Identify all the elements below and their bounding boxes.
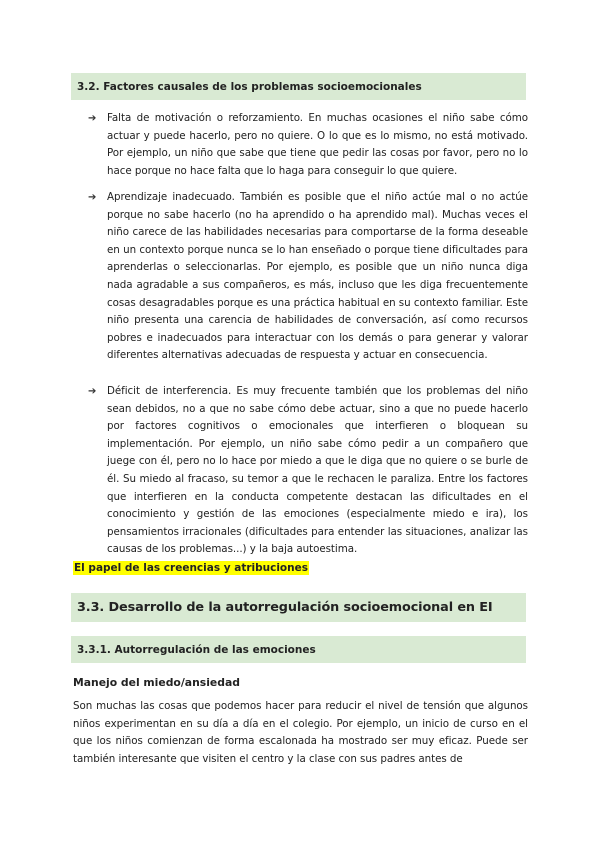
bullet-text: Déficit de interferencia. Es muy frecuente también que los problemas del niño sean debidos, no a que no sabe cómo debe actuar, sino a que no puede hacerlo por factores cognitivos o emocionales que interfieren o bloquean su implementación. Por ejemplo, un niño sabe cómo pedir a un compañero que juege con él, pero no lo hace por miedo a que le diga que no quiere o se burle de él. Su miedo al fracaso, su temor a que le rechacen le paraliza. Entre los factores que interfieren en la conducta competente destacan las dificultades en el conocimiento y gestión de las emociones (especialmente miedo e ira), los pensamientos irracionales (dificultades para entender las situaciones, analizar las causas de los problemas...) y la baja autoestima.	[107, 385, 528, 556]
body-paragraph: Son muchas las cosas que podemos hacer para reducir el nivel de tensión que algunos niños experimentan en su día a día en el colegio. Por ejemplo, un inicio de curso en el que los niños comienzan de forma escalonada ha mostrado ser muy eficaz. Puede ser también interesante que visiten el centro y la clase con sus padres antes de	[73, 700, 528, 765]
section-heading-3-3-text: 3.3. Desarrollo de la autorregulación socioemocional en EI	[77, 600, 493, 615]
section-heading-3-2-text: 3.2. Factores causales de los problemas socioemocionales	[77, 80, 422, 93]
arrow-bullet-icon: ➔	[88, 192, 97, 203]
bullet-text: Falta de motivación o reforzamiento. En muchas ocasiones el niño sabe cómo actuar y puede hacerlo, pero no quiere. O lo que es lo mismo, no está motivado. Por ejemplo, un niño que sabe que tiene que pedir las cosas por favor, pero no lo hace porque no hace falta que lo haga para conseguir lo que quiere.	[107, 112, 528, 177]
arrow-bullet-icon: ➔	[88, 386, 97, 397]
arrow-bullet-icon: ➔	[88, 113, 97, 124]
bullet-item-learning	[88, 189, 528, 365]
section-heading-3-2	[71, 73, 526, 100]
bullet-item-motivation	[88, 110, 528, 180]
subheading-fear-anxiety: Manejo del miedo/ansiedad	[73, 676, 240, 689]
highlighted-note: El papel de las creencias y atribuciones	[74, 562, 308, 574]
bullet-item-interference	[88, 383, 528, 559]
bullet-text: Aprendizaje inadecuado. También es posible que el niño actúe mal o no actúe porque no sabe hacerlo (no ha aprendido o ha aprendido mal). Muchas veces el niño carece de las habilidades necesarias para comportarse de la forma deseable en un contexto porque nunca se lo han enseñado o porque tiene dificultades para aprenderlas o seleccionarlas. Por ejemplo, es posible que un niño nunca diga nada agradable a sus compañeros, es más, incluso que les diga frecuentemente cosas desagradables porque es una práctica habitual en su contexto familiar. Este niño presenta una carencia de habilidades de conversación, así como recursos pobres e inadecuados para interactuar con los demás o para generar y valorar diferentes alternativas adecuadas de respuesta y actuar en consecuencia.	[107, 191, 528, 362]
section-heading-3-3-1-text: 3.3.1. Autorregulación de las emociones	[77, 643, 316, 656]
section-heading-3-3-1	[71, 636, 526, 663]
section-heading-3-3	[71, 593, 526, 622]
